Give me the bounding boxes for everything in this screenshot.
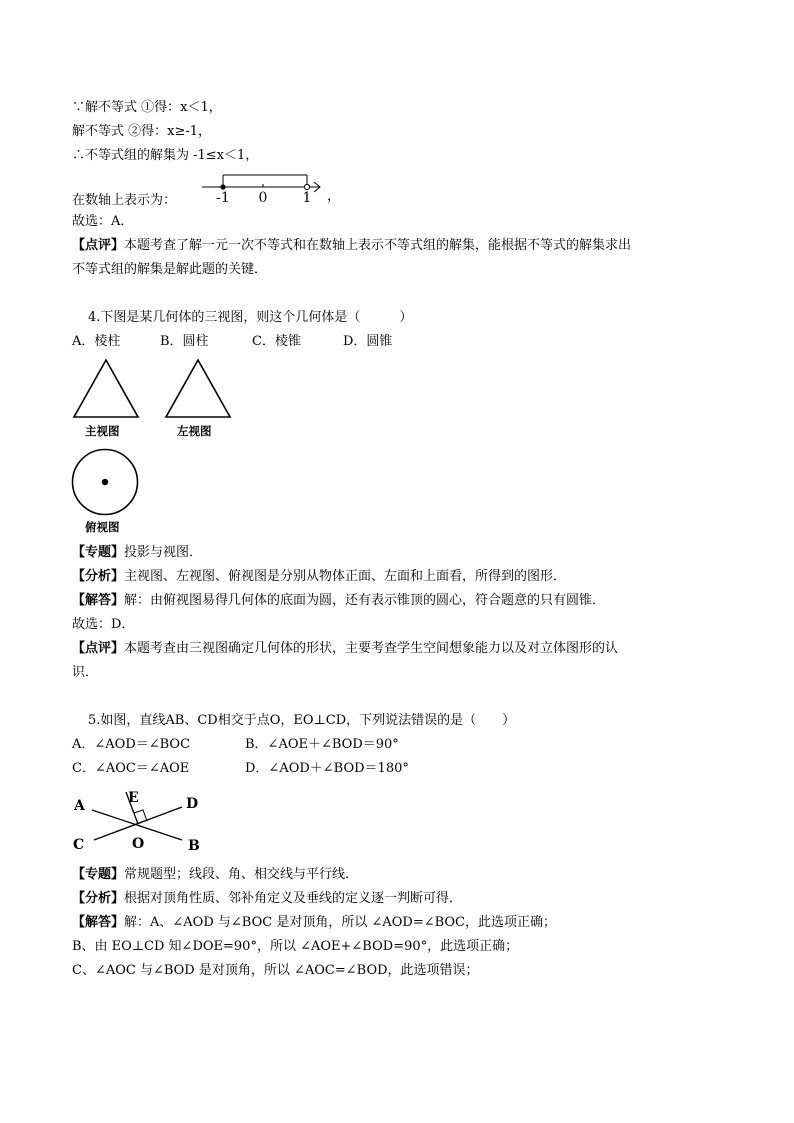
label-e: E (128, 790, 139, 806)
topic-text: 常规题型；线段、角、相交线与平行线． (124, 867, 359, 882)
q4-comment-line1 (72, 640, 618, 658)
sol3-comment-line2: 不等式组的解集是解此题的关键． (72, 262, 268, 277)
label-b: B (188, 838, 200, 854)
q4-analysis-line (72, 568, 566, 586)
q4-stem: 4.下图是某几何体的三视图，则这个几何体是（ ） (88, 310, 413, 325)
tick-label-minus-one: -1 (216, 190, 230, 206)
q4-option-d: D．圆锥 (343, 334, 393, 349)
top-view-circle (69, 448, 141, 518)
apex-dot (102, 479, 108, 485)
topic-text: 投影与视图． (124, 545, 203, 560)
solution-tag: 【解答】 (72, 593, 125, 608)
label-c: C (73, 837, 85, 853)
analysis-text: 根据对顶角性质、邻补角定义及垂线的定义逐一判断可得． (124, 891, 463, 906)
sol3-line3: ∴不等式组的解集为 -1≤x＜1， (72, 148, 259, 163)
sol3-numline-prefix: 在数轴上表示为： (72, 193, 177, 208)
analysis-tag: 【分析】 (72, 569, 125, 584)
q5-option-d: D．∠AOD＋∠BOD＝180° (245, 761, 409, 776)
q4-option-c: C．棱锥 (252, 334, 301, 349)
left-view-caption: 左视图 (177, 424, 212, 438)
q5-solution-c: C、∠AOC 与∠BOD 是对顶角，所以 ∠AOC=∠BOD，此选项错误； (72, 963, 479, 978)
q5-stem: 5.如图，直线AB、CD相交于点O，EO⊥CD，下列说法错误的是（ ） (88, 713, 516, 728)
sol3-numline-suffix: ， (327, 189, 341, 204)
analysis-tag: 【分析】 (72, 891, 125, 906)
topic-tag: 【专题】 (72, 867, 125, 882)
closed-dot-minus-one (220, 184, 225, 189)
number-line-figure (196, 168, 328, 208)
q4-topic-line (72, 544, 202, 562)
intersecting-lines-figure (70, 786, 210, 856)
left-view-triangle (162, 356, 234, 420)
sol3-line1: ∵解不等式 ①得：x＜1， (72, 100, 222, 115)
top-view-caption: 俯视图 (85, 520, 120, 534)
comment-tag: 【点评】 (72, 641, 125, 656)
comment-text: 本题考查由三视图确定几何体的形状，主要考查学生空间想象能力以及对立体图形的认 (124, 641, 619, 656)
label-a: A (74, 798, 85, 814)
sol3-comment-line1 (72, 237, 631, 255)
front-view-triangle (70, 356, 142, 420)
q4-option-b: B．圆柱 (160, 334, 209, 349)
front-view-caption: 主视图 (85, 424, 120, 438)
solution-text: 解：由俯视图易得几何体的底面为圆，还有表示锥顶的圆心，符合题意的只有圆锥． (124, 593, 606, 608)
solution-text: 解：A、∠AOD 与∠BOC 是对顶角，所以 ∠AOD=∠BOC，此选项正确； (124, 915, 556, 930)
q5-solution-b: B、由 EO⊥CD 知∠DOE=90°，所以 ∠AOE+∠BOD=90°，此选项正确； (72, 939, 519, 954)
topic-tag: 【专题】 (72, 545, 125, 560)
q5-analysis-line (72, 890, 462, 908)
q5-topic-line (72, 866, 358, 884)
solution-tag: 【解答】 (72, 915, 125, 930)
label-d: D (186, 796, 199, 812)
open-dot-one (304, 184, 309, 189)
sol3-answer: 故选：A． (72, 214, 134, 229)
q5-option-c: C．∠AOC＝∠AOE (72, 761, 190, 776)
q5-option-b: B．∠AOE＋∠BOD＝90° (245, 737, 399, 752)
comment-text: 本题考查了解一元一次不等式和在数轴上表示不等式组的解集，能根据不等式的解集求出 (124, 238, 632, 253)
comment-tag: 【点评】 (72, 238, 125, 253)
q4-answer: 故选：D． (72, 617, 135, 632)
q5-solution-line (72, 914, 556, 932)
sol3-line2: 解不等式 ②得：x≥-1， (72, 124, 212, 139)
q4-solution-line (72, 592, 605, 610)
tick-label-zero: 0 (258, 190, 268, 206)
q5-option-a: A．∠AOD＝∠BOC (72, 737, 191, 752)
q4-option-a: A．棱柱 (72, 334, 121, 349)
analysis-text: 主视图、左视图、俯视图是分别从物体正面、左面和上面看，所得到的图形． (124, 569, 567, 584)
label-o: O (132, 836, 145, 852)
tick-label-one: 1 (302, 190, 312, 206)
q4-comment-line2: 识． (72, 665, 99, 680)
